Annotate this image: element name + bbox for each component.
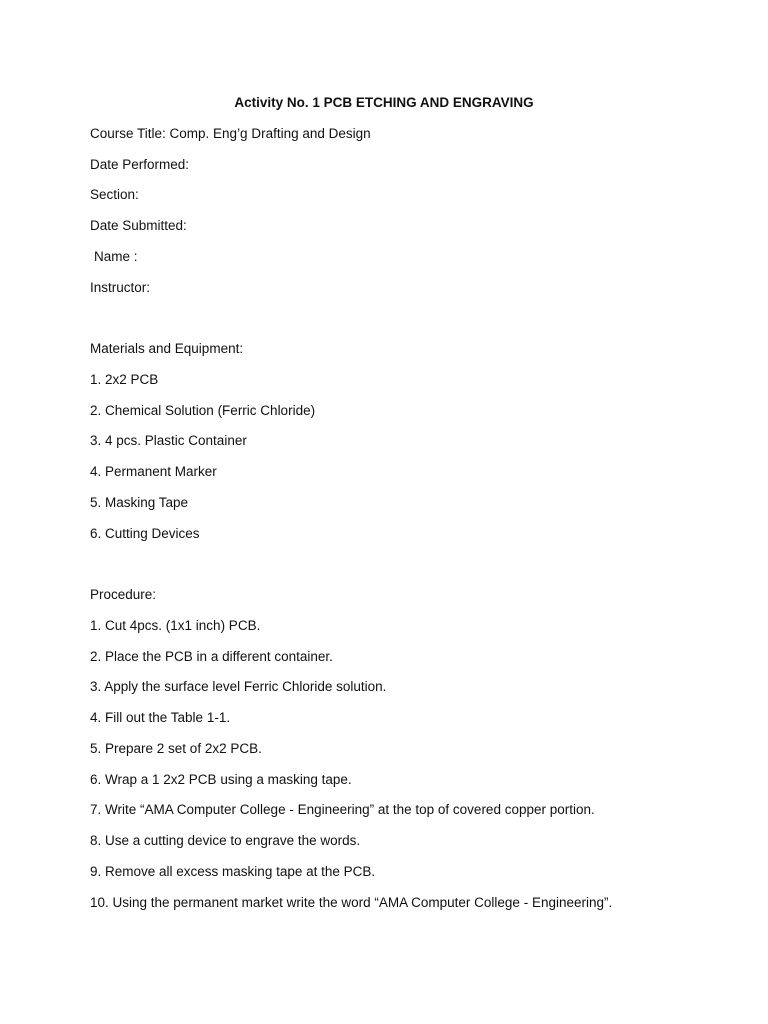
procedure-step: 8. Use a cutting device to engrave the words. [90, 833, 361, 848]
materials-item: 4. Permanent Marker [90, 464, 217, 479]
materials-item: 2. Chemical Solution (Ferric Chloride) [90, 403, 316, 418]
procedure-step: 7. Write “AMA Computer College - Engineering” at the top of covered copper portion. [90, 802, 595, 817]
materials-item: 5. Masking Tape [90, 495, 189, 510]
section-field: Section: [90, 187, 139, 202]
procedure-step: 4. Fill out the Table 1-1. [90, 710, 231, 725]
procedure-step: 6. Wrap a 1 2x2 PCB using a masking tape. [90, 772, 352, 787]
instructor-field: Instructor: [90, 280, 151, 295]
document-title: Activity No. 1 PCB ETCHING AND ENGRAVING [234, 95, 534, 110]
materials-item: 1. 2x2 PCB [90, 372, 159, 387]
date-performed-field: Date Performed: [90, 157, 190, 172]
procedure-step: 10. Using the permanent market write the word “AMA Computer College - Engineering”. [90, 895, 613, 910]
materials-item: 3. 4 pcs. Plastic Container [90, 433, 247, 448]
materials-heading: Materials and Equipment: [90, 341, 244, 356]
procedure-step: 3. Apply the surface level Ferric Chloride solution. [90, 679, 387, 694]
procedure-step: 2. Place the PCB in a different container. [90, 649, 333, 664]
procedure-step: 9. Remove all excess masking tape at the PCB. [90, 864, 376, 879]
date-submitted-field: Date Submitted: [90, 218, 187, 233]
materials-item: 6. Cutting Devices [90, 526, 200, 541]
procedure-heading: Procedure: [90, 587, 157, 602]
name-field: Name : [94, 249, 138, 264]
procedure-step: 1. Cut 4pcs. (1x1 inch) PCB. [90, 618, 261, 633]
course-title-field: Course Title: Comp. Eng’g Drafting and Design [90, 126, 371, 141]
procedure-step: 5. Prepare 2 set of 2x2 PCB. [90, 741, 262, 756]
